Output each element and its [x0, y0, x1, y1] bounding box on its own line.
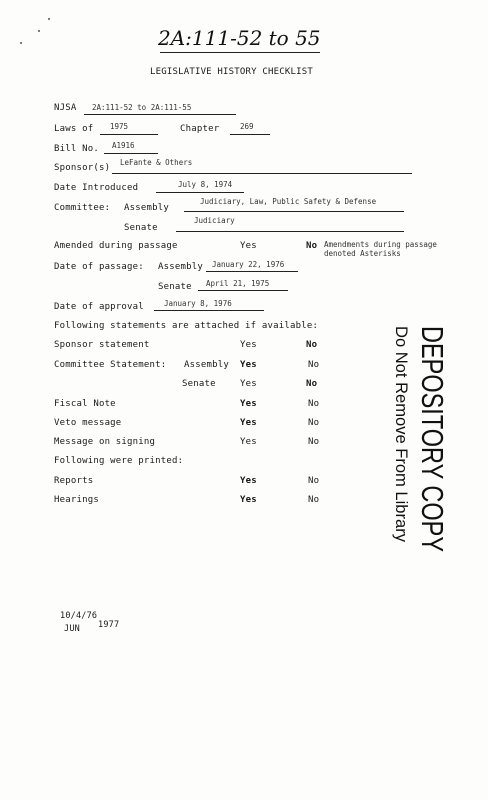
row-sponsor-statement-no-marked: No	[306, 340, 318, 350]
footer-date: 10/4/76	[60, 611, 98, 621]
heading-underline	[160, 52, 320, 53]
stamp-do-not-remove: Do Not Remove From Library	[392, 326, 411, 549]
row-sponsor-statement-yes: Yes	[240, 340, 257, 350]
row-committee-assembly-no: No	[308, 360, 320, 370]
row-committee-statement-label: Committee Statement:	[54, 360, 167, 370]
row-fiscal-note-yes-marked: Yes	[240, 399, 257, 409]
sponsors-label: Sponsor(s)	[54, 163, 111, 173]
date-passage-senate-value: April 21, 1975	[206, 279, 270, 288]
speck	[38, 30, 40, 32]
row-committee-senate-no-marked: No	[306, 379, 318, 389]
row-reports-yes-marked: Yes	[240, 476, 257, 486]
committee-senate-line	[176, 231, 404, 232]
bill-no-line	[104, 153, 158, 154]
row-committee-senate-label: Senate	[182, 379, 216, 389]
row-hearings-yes-marked: Yes	[240, 495, 257, 505]
printed-header: Following were printed:	[54, 456, 184, 466]
date-approval-value: January 8, 1976	[164, 299, 232, 308]
bill-no-value: A1916	[112, 141, 135, 150]
row-message-signing-no: No	[308, 437, 320, 447]
amended-note-line2: denoted Asterisks	[324, 249, 401, 258]
row-veto-message-label: Veto message	[54, 418, 122, 428]
date-approval-line	[154, 310, 264, 311]
committee-senate-value: Judiciary	[194, 216, 235, 225]
chapter-label: Chapter	[180, 124, 220, 134]
row-sponsor-statement-label: Sponsor statement	[54, 340, 150, 350]
date-introduced-label: Date Introduced	[54, 183, 139, 193]
depository-copy-stamp	[388, 320, 484, 560]
row-reports-label: Reports	[54, 476, 94, 486]
row-message-signing-label: Message on signing	[54, 437, 156, 447]
row-committee-senate-yes: Yes	[240, 379, 257, 389]
speck	[48, 18, 50, 20]
date-passage-label: Date of passage:	[54, 262, 144, 272]
chapter-value: 269	[240, 122, 254, 131]
row-reports-no: No	[308, 476, 320, 486]
date-passage-senate-line	[198, 290, 288, 291]
date-introduced-value: July 8, 1974	[178, 180, 233, 189]
row-veto-message-no: No	[308, 418, 320, 428]
footer-year: 1977	[98, 620, 120, 630]
committee-senate-label: Senate	[124, 223, 158, 233]
committee-assembly-value: Judiciary, Law, Public Safety & Defense	[200, 197, 377, 206]
amended-label: Amended during passage	[54, 241, 178, 251]
committee-assembly-line	[184, 211, 404, 212]
row-hearings-label: Hearings	[54, 495, 99, 505]
chapter-line	[230, 134, 270, 135]
sponsors-line	[112, 173, 412, 174]
row-committee-assembly-yes-marked: Yes	[240, 360, 257, 370]
date-passage-assembly-value: January 22, 1976	[212, 260, 285, 269]
footer-month: JUN	[64, 624, 80, 634]
laws-of-value: 1975	[110, 122, 129, 131]
row-veto-message-yes-marked: Yes	[240, 418, 257, 428]
njsa-value: 2A:111-52 to 2A:111-55	[92, 103, 192, 112]
committee-label: Committee:	[54, 203, 111, 213]
njsa-label: NJSA	[54, 103, 77, 113]
date-passage-assembly-label: Assembly	[158, 262, 203, 272]
bill-no-label: Bill No.	[54, 144, 99, 154]
amended-yes: Yes	[240, 241, 257, 251]
speck	[20, 42, 22, 44]
page-title: LEGISLATIVE HISTORY CHECKLIST	[150, 67, 313, 77]
date-introduced-line	[156, 192, 244, 193]
amended-note-line1: Amendments during passage	[324, 240, 437, 249]
stamp-depository-copy: DEPOSITORY COPY	[415, 326, 450, 560]
date-passage-assembly-line	[206, 271, 298, 272]
date-passage-senate-label: Senate	[158, 282, 192, 292]
row-message-signing-yes: Yes	[240, 437, 257, 447]
row-hearings-no: No	[308, 495, 320, 505]
laws-of-line	[100, 134, 158, 135]
date-approval-label: Date of approval	[54, 302, 144, 312]
row-fiscal-note-no: No	[308, 399, 320, 409]
laws-of-label: Laws of	[54, 124, 94, 134]
row-committee-assembly-label: Assembly	[184, 360, 229, 370]
committee-assembly-label: Assembly	[124, 203, 169, 213]
handwritten-statute-heading: 2A:111-52 to 55	[158, 26, 321, 50]
row-fiscal-note-label: Fiscal Note	[54, 399, 116, 409]
attached-header: Following statements are attached if available:	[54, 321, 319, 331]
njsa-line	[84, 114, 236, 115]
sponsors-value: LeFante & Others	[120, 158, 193, 167]
amended-no-marked: No	[306, 241, 318, 251]
